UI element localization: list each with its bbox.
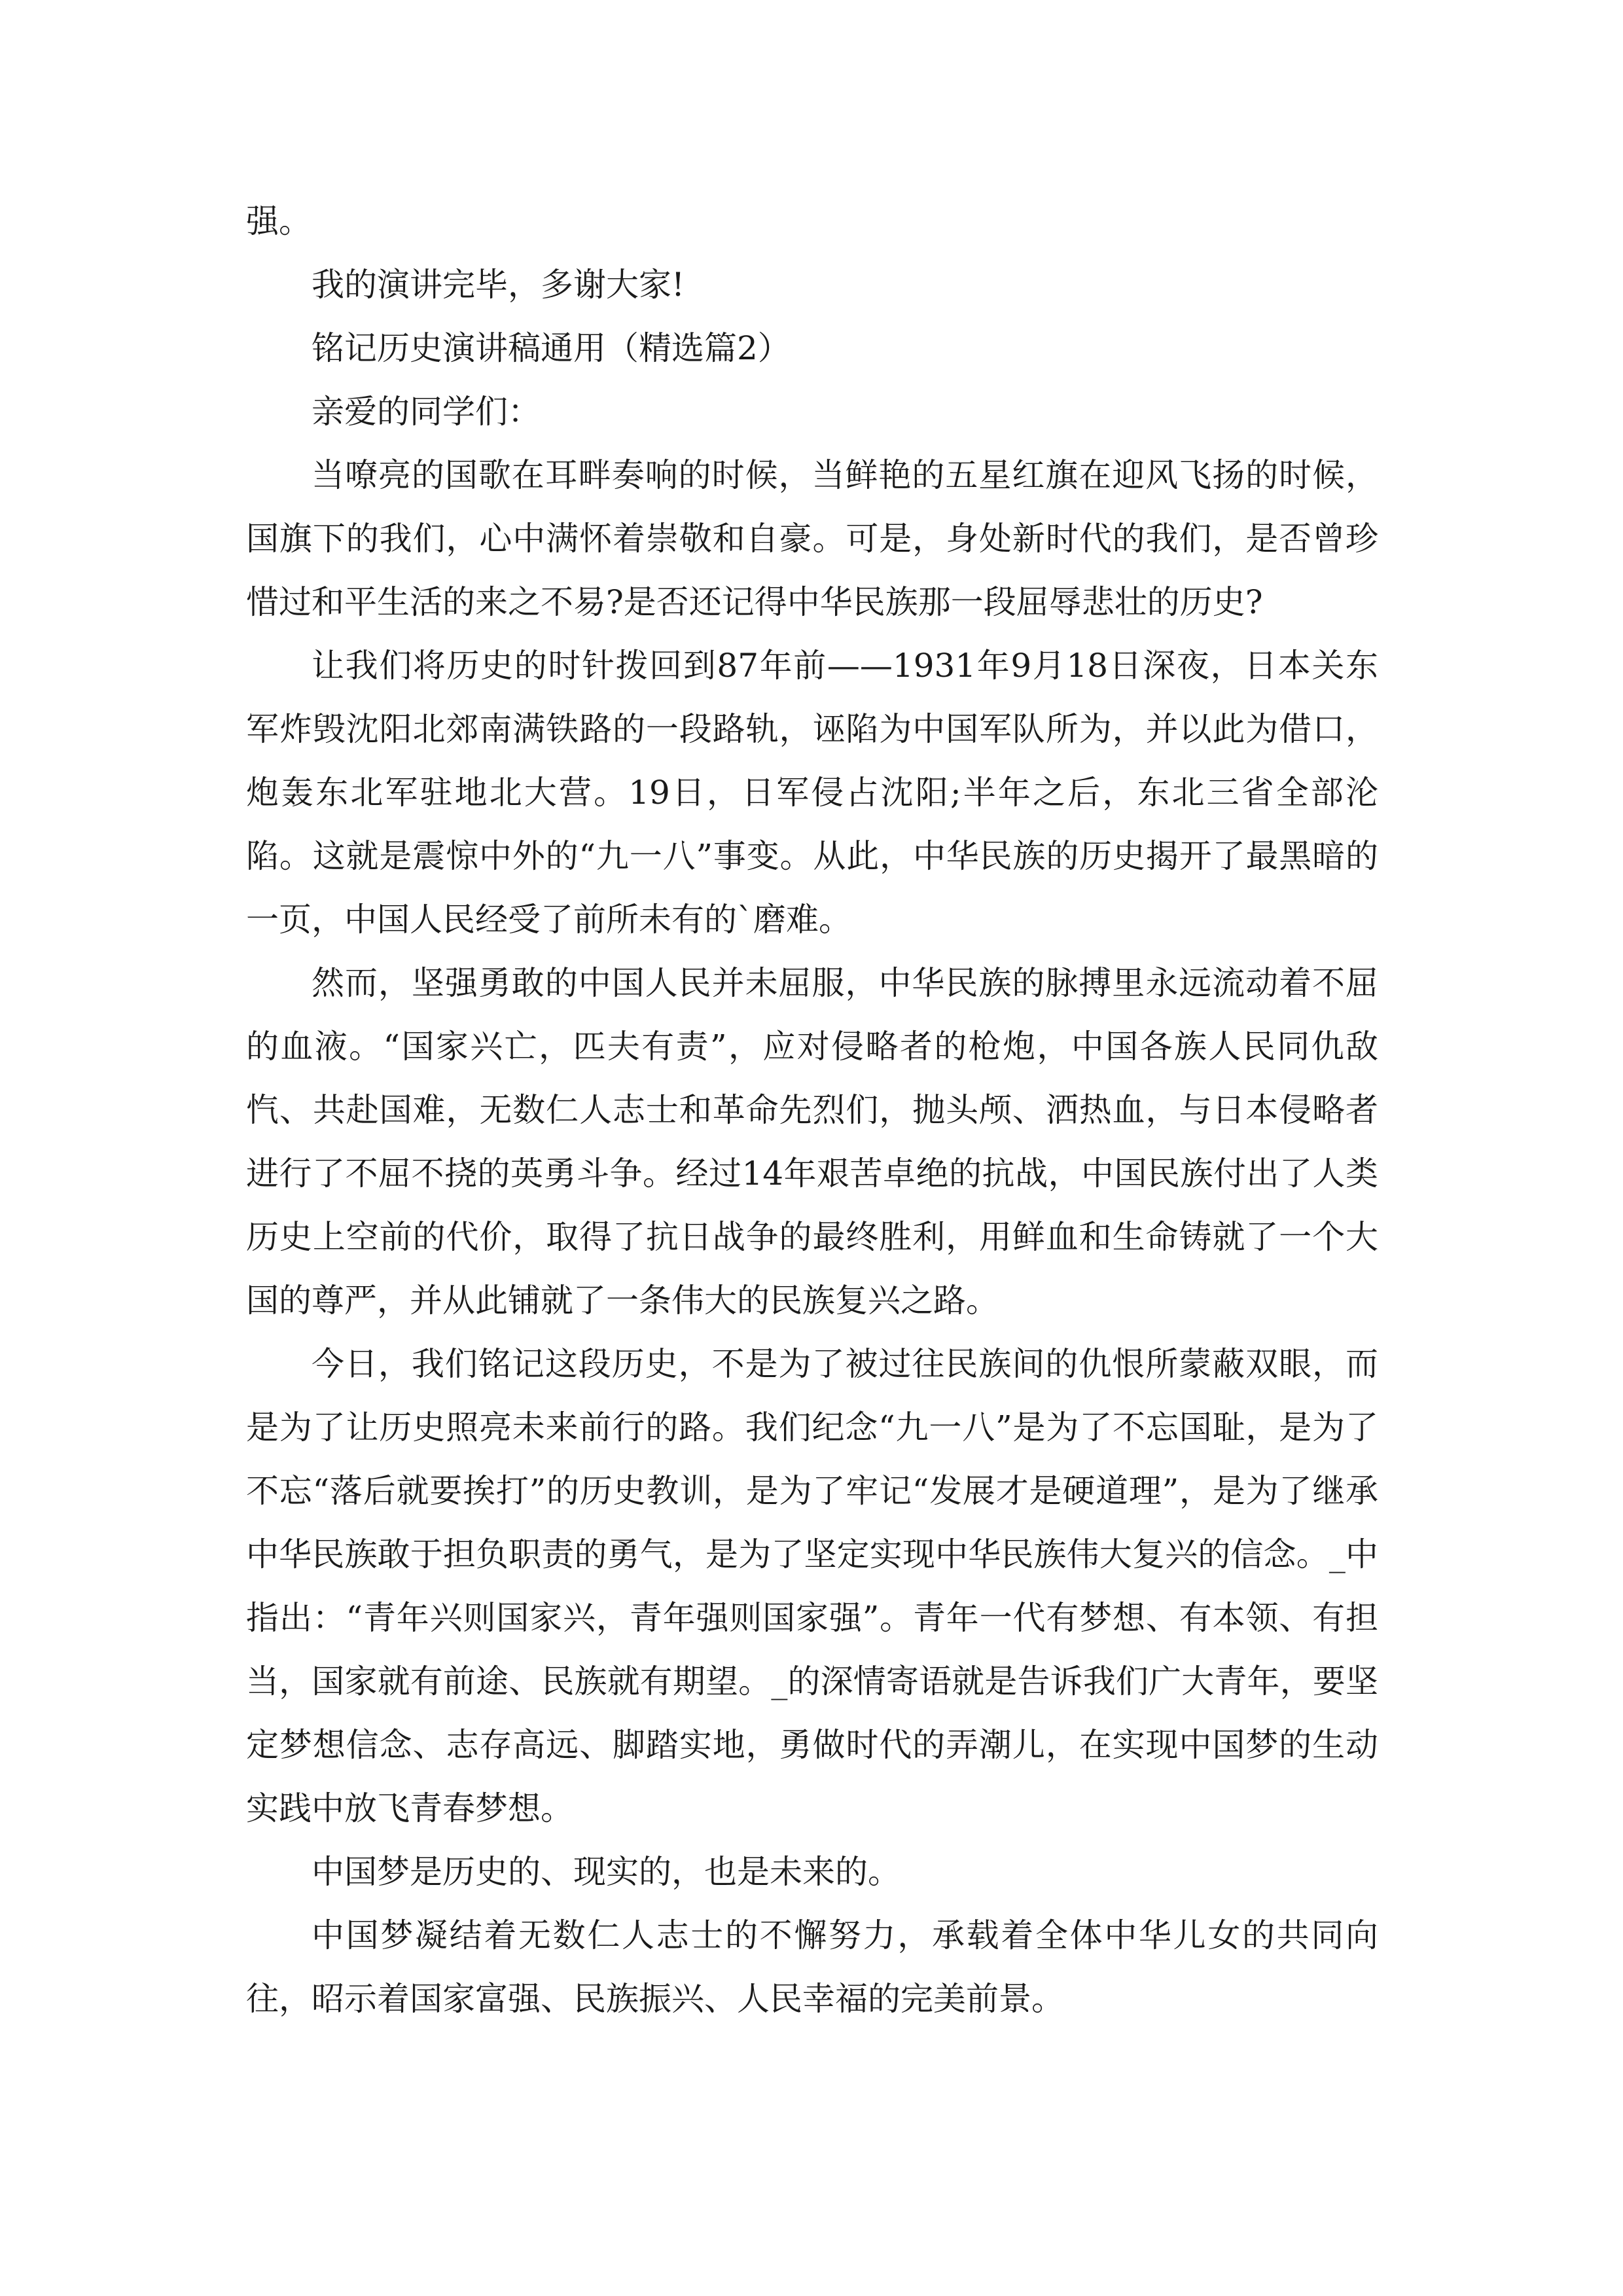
paragraph-body-2: 让我们将历史的时针拨回到87年前——1931年9月18日深夜，日本关东军炸毁沈阳北郊南满铁路的一段路轨，诬陷为中国军队所为，并以此为借口，炮轰东北军驻地北大营。19日，日军侵占沈阳;半年之后，东北三省全部沦陷。这就是震惊中外的“九一八”事变。从此，中华民族的历史揭开了最黑暗的一页，中国人民经受了前所未有的`磨难。 bbox=[246, 647, 1378, 939]
speech-text-body bbox=[246, 190, 1378, 2031]
paragraph-body-5: 中国梦是历史的、现实的，也是未来的。 bbox=[312, 1853, 901, 1891]
paragraph-body-6: 中国梦凝结着无数仁人志士的不懈努力，承载着全体中华儿女的共同向往，昭示着国家富强、民族振兴、人民幸福的完美前景。 bbox=[246, 1916, 1378, 2018]
paragraph-continuation: 强。 bbox=[246, 202, 312, 240]
paragraph-body-1: 当嘹亮的国歌在耳畔奏响的时候，当鲜艳的五星红旗在迎风飞扬的时候，国旗下的我们，心中满怀着崇敬和自豪。可是，身处新时代的我们，是否曾珍惜过和平生活的来之不易?是否还记得中华民族那一段屈辱悲壮的历史? bbox=[246, 456, 1378, 621]
section-title: 铭记历史演讲稿通用（精选篇2） bbox=[312, 329, 791, 367]
paragraph-body-4: 今日，我们铭记这段历史，不是为了被过往民族间的仇恨所蒙蔽双眼，而是为了让历史照亮未来前行的路。我们纪念“九一八”是为了不忘国耻，是为了不忘“落后就要挨打”的历史教训，是为了牢记“发展才是硬道理”，是为了继承中华民族敢于担负职责的勇气，是为了坚定实现中华民族伟大复兴的信念。_中指出：“青年兴则国家兴，青年强则国家强”。青年一代有梦想、有本领、有担当，国家就有前途、民族就有期望。_的深情寄语就是告诉我们广大青年，要坚定梦想信念、志存高远、脚踏实地，勇做时代的弄潮儿，在实现中国梦的生动实践中放飞青春梦想。 bbox=[246, 1345, 1378, 1827]
paragraph-body-3: 然而，坚强勇敢的中国人民并未屈服，中华民族的脉搏里永远流动着不屈的血液。“国家兴亡，匹夫有责”，应对侵略者的枪炮，中国各族人民同仇敌忾、共赴国难，无数仁人志士和革命先烈们，抛头颅、洒热血，与日本侵略者进行了不屈不挠的英勇斗争。经过14年艰苦卓绝的抗战，中国民族付出了人类历史上空前的代价，取得了抗日战争的最终胜利，用鲜血和生命铸就了一个大国的尊严，并从此铺就了一条伟大的民族复兴之路。 bbox=[246, 964, 1378, 1319]
paragraph-closing-remark: 我的演讲完毕，多谢大家! bbox=[312, 266, 685, 304]
salutation: 亲爱的同学们： bbox=[312, 393, 541, 431]
